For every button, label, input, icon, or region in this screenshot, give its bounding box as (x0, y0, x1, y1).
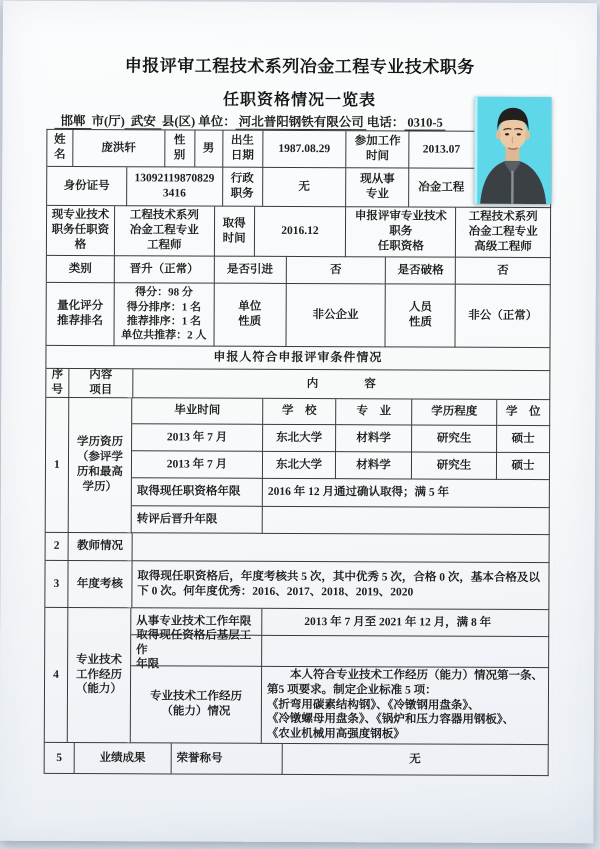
county-value: 武安 (125, 114, 162, 129)
school-value: 东北大学 (263, 452, 336, 479)
phone-value: 0310-5 (404, 115, 445, 130)
applied-qual-value: 工程技术系列 冶金工程专业 高级工程师 (456, 208, 551, 258)
major-value: 材料学 (336, 425, 412, 452)
assessment-seq: 3 (45, 561, 68, 608)
person-nature-label: 人员 性质 (386, 284, 456, 347)
person-nature-value: 非公（正常） (456, 285, 551, 348)
gender-label: 性 别 (165, 130, 195, 167)
exception-label: 是否破格 (386, 257, 456, 284)
level-value: 研究生 (412, 452, 497, 479)
education-seq: 1 (46, 398, 69, 533)
form-title-line1: 申报评审工程技术系列冶金工程专业技术职务 (124, 56, 475, 77)
teacher-seq: 2 (46, 533, 69, 561)
county-suffix: 县(区) (161, 114, 196, 129)
qual-years-value: 2016 年 12 月通过确认取得；满 5 年 (263, 479, 550, 508)
experience-subtable (131, 608, 550, 745)
work-start-label: 参加工作 时间 (347, 131, 410, 168)
qual-years-label: 取得现任职资格年限 (132, 478, 263, 507)
gender-value: 男 (195, 131, 223, 168)
current-qual-value: 工程技术系列 冶金工程专业 工程师 (115, 206, 215, 256)
experience-seq: 4 (45, 608, 68, 743)
degree-value: 硕士 (497, 426, 550, 453)
transfer-promotion-value (263, 507, 550, 535)
table-row (47, 206, 551, 258)
unit-nature-label: 单位 性质 (214, 284, 286, 347)
city-value: 邯郸 (54, 114, 91, 129)
conditions-section-title: 申报人符合申报评审条件情况 (46, 346, 550, 371)
phone-label: 电话： (366, 115, 405, 130)
admin-post-value: 无 (263, 168, 347, 207)
applicant-photo (474, 97, 551, 204)
degree-header: 学 位 (497, 400, 550, 426)
content-column-header: 内 容 (133, 369, 550, 400)
honor-title-label: 荣誉称号 (171, 743, 282, 774)
grassroots-years-label: 取得现任资格后基层工作 年限 (131, 635, 262, 667)
form-title-line2: 任职资格情况一览表 (223, 91, 377, 110)
item-column-header: 内容 项目 (69, 369, 133, 398)
degree-value: 硕士 (497, 453, 550, 480)
section-experience (45, 608, 550, 745)
grad-date-value: 2013 年 7 月 (132, 424, 263, 452)
unit-nature-value: 非公企业 (286, 284, 386, 347)
honor-title-value: 无 (282, 744, 549, 776)
education-row (132, 451, 550, 480)
name-value: 庞洪轩 (73, 130, 165, 167)
table-row (46, 283, 550, 348)
education-label: 学历资历（参评学历和最高学历） (68, 398, 132, 533)
paper-sheet (0, 1, 597, 844)
unit-info-line (54, 111, 524, 131)
grad-date-value: 2013 年 7 月 (132, 451, 263, 479)
transfer-promotion-row (132, 506, 550, 535)
id-label: 身份证号 (47, 167, 127, 206)
work-start-value: 2013.07 (409, 131, 551, 169)
teacher-label: 教师情况 (69, 533, 133, 561)
experience-label: 专业技术工作经历（能力） (68, 608, 132, 743)
level-header: 学历程度 (412, 399, 497, 425)
school-value: 东北大学 (263, 425, 336, 452)
profession-value: 冶金工程 (409, 168, 551, 208)
major-value: 材料学 (336, 452, 412, 479)
id-value: 13092119870829 3416 (127, 167, 223, 206)
seq-column-header: 序 号 (46, 369, 69, 398)
table-row (47, 256, 551, 285)
table-header-row (46, 369, 550, 400)
portrait-graphic (474, 97, 551, 204)
section-education (46, 398, 551, 535)
obtain-time-label: 取得 时间 (215, 207, 255, 257)
admin-post-label: 行政 职务 (223, 168, 263, 207)
assessment-content: 取得现任职资格后，年度考核共 5 次，其中优秀 5 次，合格 0 次，基本合格及以下 0 次。何年度优秀：2016、2017、2018、2019、2020 (132, 561, 549, 610)
qualification-table (44, 129, 552, 776)
work-years-value: 2013 年 7 月至 2021 年 12 月，满 8 年 (262, 609, 549, 637)
grad-date-header: 毕业时间 (132, 398, 263, 425)
qual-years-row (132, 478, 550, 508)
education-subtable (132, 398, 551, 535)
applied-qual-label: 申报评审专业技术职务 任职资格 (346, 207, 456, 257)
work-years-label: 从事专业技术工作年限 (131, 608, 262, 636)
section-results (45, 743, 549, 776)
name-label: 姓 名 (47, 130, 73, 167)
teacher-content (132, 533, 549, 563)
results-seq: 5 (45, 743, 75, 774)
education-row (132, 424, 550, 453)
category-label: 类别 (47, 256, 115, 283)
experience-detail-label: 专业技术工作经历 （能力）情况 (131, 666, 262, 744)
current-qual-label: 现专业技术 职务任职资 格 (47, 206, 115, 256)
introduced-value: 否 (286, 257, 386, 284)
section-teacher (46, 533, 550, 563)
table-row (46, 346, 550, 371)
grassroots-years-value (262, 636, 549, 668)
school-header: 学 校 (263, 399, 336, 425)
obtain-time-value: 2016.12 (254, 207, 346, 257)
section-assessment (45, 561, 549, 610)
assessment-label: 年度考核 (68, 561, 132, 608)
exception-value: 否 (456, 258, 551, 285)
education-header-row (132, 398, 550, 426)
city-suffix: 市(厅) (91, 114, 125, 129)
level-value: 研究生 (412, 425, 497, 452)
unit-name: 河北普阳钢铁有限公司 (236, 115, 367, 131)
results-label: 业绩成果 (75, 743, 172, 774)
score-rank-label: 量化评分 推荐排名 (46, 283, 114, 346)
experience-detail-row (131, 666, 549, 745)
birth-value: 1987.08.29 (263, 131, 347, 168)
major-header: 专 业 (336, 399, 412, 425)
experience-detail-value: 本人符合专业技术工作经历（能力）情况第一条、第5 项要求。制定企业标准 5 项： 《折弯用碳素结构钢》、《冷镦钢用盘条》、 《冷镦螺母用盘条》、《锅炉和压力容器用钢板》、 《农业机械用高强度钢板》 (262, 667, 549, 745)
unit-label: 单位： (198, 114, 236, 129)
profession-label: 现从事 专业 (346, 168, 409, 207)
grassroots-years-row (131, 628, 549, 671)
category-value: 晋升（正常） (115, 256, 215, 283)
transfer-promotion-label: 转评后晋升年限 (132, 506, 263, 534)
score-rank-value: 得分：98 分 得分排序：1 名 推荐排序：1 名 单位共推荐：2 人 (114, 283, 214, 346)
birth-label: 出生 日期 (223, 131, 263, 168)
introduced-label: 是否引进 (214, 257, 286, 284)
